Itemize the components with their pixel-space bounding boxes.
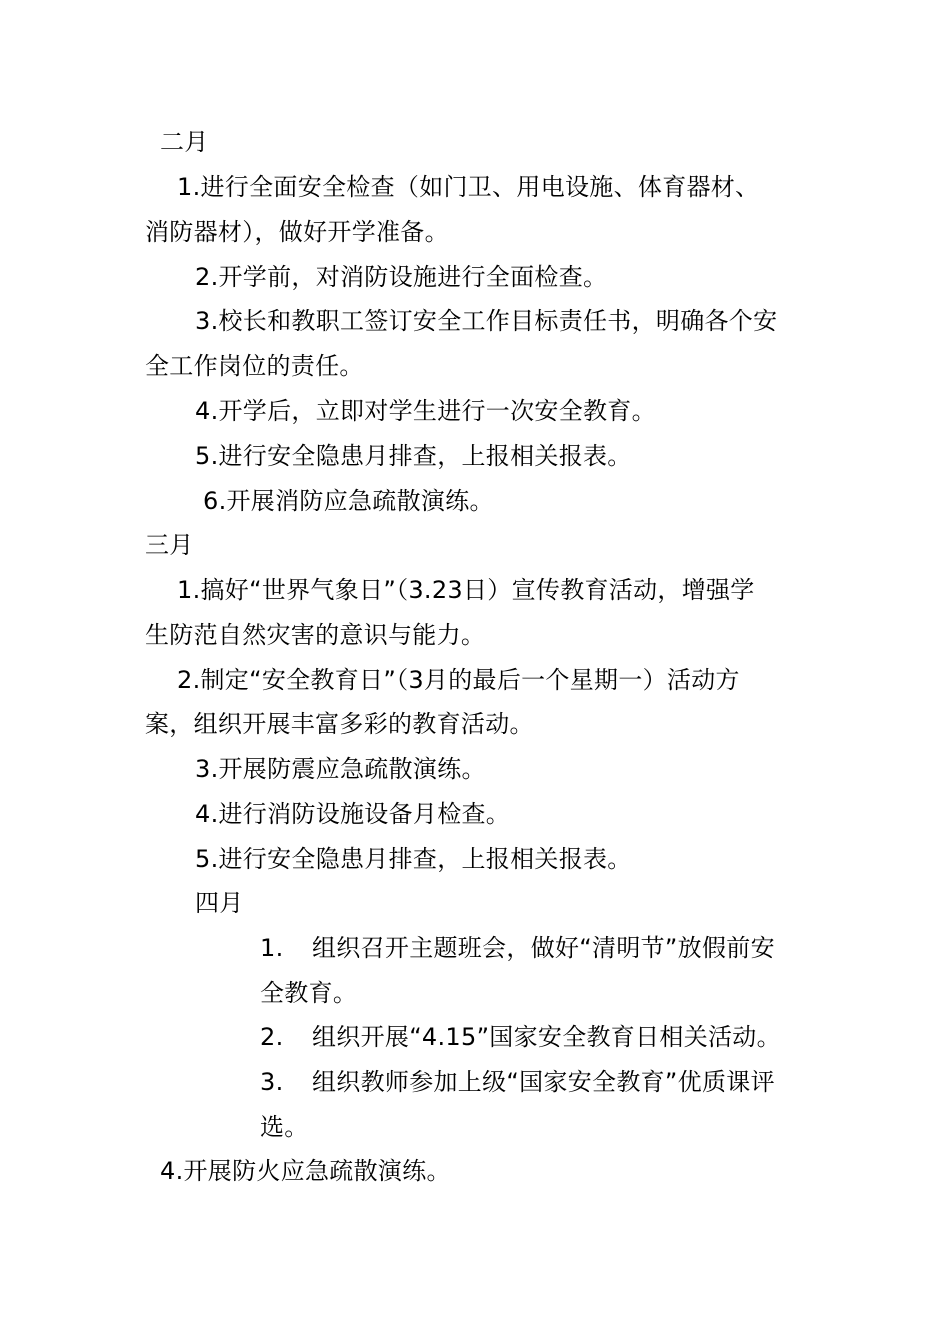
mar-item-3: 3.开展防震应急疏散演练。 xyxy=(195,755,486,783)
mar-item-1-line-2: 生防范自然灾害的意识与能力。 xyxy=(145,621,486,649)
apr-list-item-1 xyxy=(260,932,775,964)
apr-list-item-3 xyxy=(260,1066,775,1098)
feb-item-1-line-1: 1.进行全面安全检查（如门卫、用电设施、体育器材、 xyxy=(177,173,760,201)
section-heading-march: 三月 xyxy=(145,531,194,559)
feb-item-3-line-1: 3.校长和教职工签订安全工作目标责任书，明确各个安 xyxy=(195,307,778,335)
list-number: 3. xyxy=(260,1068,284,1096)
section-heading-february: 二月 xyxy=(160,128,209,156)
mar-item-2-line-2: 案，组织开展丰富多彩的教育活动。 xyxy=(145,710,534,738)
apr-item-1-line-2: 全教育。 xyxy=(260,979,358,1007)
feb-item-5: 5.进行安全隐患月排查，上报相关报表。 xyxy=(195,442,632,470)
apr-item-1-line-1: 组织召开主题班会，做好“清明节”放假前安 xyxy=(312,934,775,962)
apr-item-4: 4.开展防火应急疏散演练。 xyxy=(160,1157,451,1185)
section-heading-april: 四月 xyxy=(195,889,244,917)
mar-item-5: 5.进行安全隐患月排查，上报相关报表。 xyxy=(195,845,632,873)
apr-item-2-line-1: 组织开展“4.15”国家安全教育日相关活动。 xyxy=(312,1023,781,1051)
feb-item-1-line-2: 消防器材），做好开学准备。 xyxy=(145,218,449,246)
list-number: 1. xyxy=(260,934,284,962)
mar-item-2-line-1: 2.制定“安全教育日”（3月的最后一个星期一）活动方 xyxy=(177,666,740,694)
apr-item-3-line-2: 选。 xyxy=(260,1113,309,1141)
feb-item-2: 2.开学前，对消防设施进行全面检查。 xyxy=(195,263,608,291)
apr-list-item-2 xyxy=(260,1021,781,1053)
mar-item-1-line-1: 1.搞好“世界气象日”（3.23日）宣传教育活动，增强学 xyxy=(177,576,755,604)
apr-item-3-line-1: 组织教师参加上级“国家安全教育”优质课评 xyxy=(312,1068,775,1096)
mar-item-4: 4.进行消防设施设备月检查。 xyxy=(195,800,511,828)
feb-item-4: 4.开学后，立即对学生进行一次安全教育。 xyxy=(195,397,656,425)
feb-item-3-line-2: 全工作岗位的责任。 xyxy=(145,352,364,380)
list-number: 2. xyxy=(260,1023,284,1051)
feb-item-6: 6.开展消防应急疏散演练。 xyxy=(203,487,494,515)
